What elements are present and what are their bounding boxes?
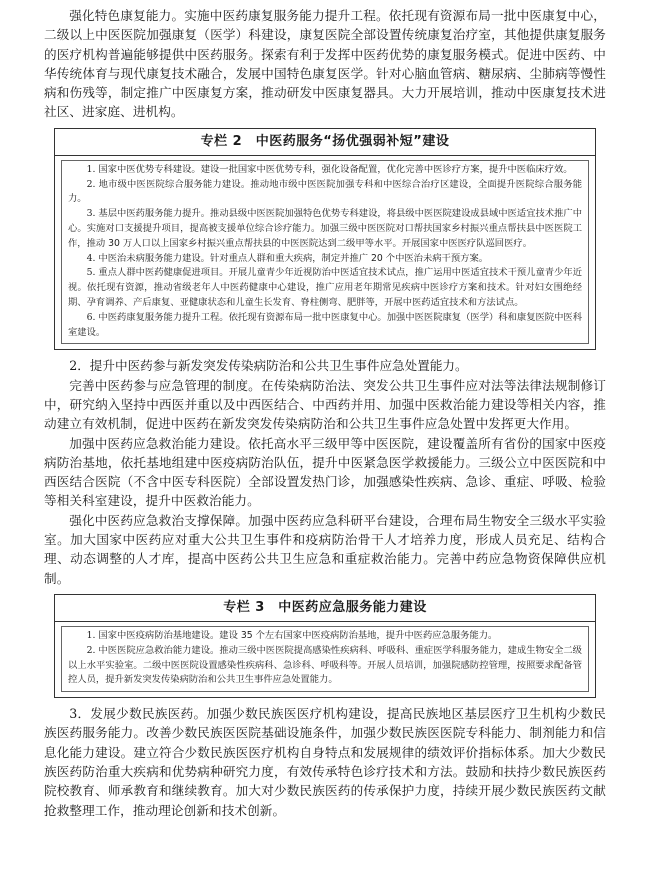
box-item-text: 建设一批国家中医优势专科，强化设备配置，优化完善中医诊疗方案，提升中医临床疗效。 bbox=[200, 163, 573, 175]
box-item bbox=[68, 252, 582, 267]
paragraph-emergency-support bbox=[44, 511, 606, 588]
paragraph-text: 实施中医药康复服务能力提升工程。依托现有资源布局一批中医康复中心，二级以上中医医院加强康复（医学）科建设，康复医院全部设置传统康复治疗室，其他提供康复服务的医疗机构普遍能够提供中医药服务。探索有利于发挥中医药优势的康复服务模式。促进中医药、中华传统体育与现代康复技术融合，发展中国特色康复医学。针对心脑血管病、糖尿病、尘肺病等慢性病和伤残等，制定推广中医康复方案，推动研发中医康复器具。大力开展培训，推动中医康复技术进社区、进家庭、进机构。 bbox=[44, 8, 606, 120]
paragraph-lead: 强化特色康复能力。 bbox=[69, 8, 185, 23]
box-content bbox=[61, 160, 589, 345]
paragraph-lead: 加强中医药应急救治能力建设。 bbox=[69, 435, 249, 451]
paragraph-emergency-system bbox=[44, 376, 606, 434]
column-box-3 bbox=[54, 594, 596, 698]
paragraph-ethnic-medicine bbox=[44, 704, 606, 820]
box-item-lead: 1. 国家中医优势专科建设。 bbox=[86, 163, 201, 175]
box-item-text: 开展儿童青少年近视防治中医适宜技术试点，推广运用中医适宜技术干预儿童青少年近视。依托现有资源，推动省级老年人中医药健康中心建设，推广应用老年期常见疾病中医诊疗方案和技术。针对妇女围绝经期、孕育调养、产后康复、亚健康状态和儿童生长发育、脊柱侧弯、肥胖等，开展中医药适宜技术和方法试点。 bbox=[68, 267, 582, 308]
section-heading-emergency: 2．提升中医药参与新发突发传染病防治和公共卫生事件应急处置能力。 bbox=[69, 358, 468, 374]
box-item-lead: 1. 国家中医疫病防治基地建设。 bbox=[86, 629, 220, 641]
column-box-2 bbox=[54, 128, 596, 351]
paragraph-text: 加强少数民族医医疗机构建设，提高民族地区基层医疗卫生机构少数民族医药服务能力。改善少数民族医医院基础设施条件，加强少数民族医医院专科能力、制剂能力和信息化能力建设。建立符合少数民族医医疗机构自身特点和发展规律的绩效评价指标体系。加大少数民族医药防治重大疾病和优势病种研究力度，有效传承特色诊疗技术和方法。鼓励和扶持少数民族医药院校教育、师承教育和继续教育。加大对少数民族医药的传承保护力度，持续开展少数民族医药文献抢救整理工作，推动理论创新和技术创新。 bbox=[44, 706, 606, 818]
paragraph-lead: 完善中医药参与应急管理的制度。 bbox=[69, 377, 261, 393]
paragraph-rehabilitation bbox=[44, 6, 606, 122]
box-title: 专栏 3 中医药应急服务能力建设 bbox=[55, 595, 595, 622]
box-item bbox=[68, 311, 582, 341]
paragraph-text: 加强中医药应急科研平台建设，合理布局生物安全三级水平实验室。加大国家中医药应对重大公共卫生事件和疫病防治骨干人才培养力度，形成人员充足、结构合理、动态调整的人才库，提高中医药公共卫生应急和重症救治能力。完善中药应急物资保障供应机制。 bbox=[44, 512, 606, 586]
box-item-lead: 4. 中医治未病服务能力建设。 bbox=[86, 252, 210, 264]
paragraph-emergency-capacity bbox=[44, 434, 606, 511]
box-item bbox=[68, 207, 582, 251]
box-item-text: 推动地市级中医医院加强专科和中医综合治疗区建设，全面提升医院综合服务能力。 bbox=[68, 178, 582, 205]
paragraph-text: 在传染病防治法、突发公共卫生事件应对法等法律法规制修订中，研究纳入坚持中西医并重以及中西医结合、中西药并用、加强中医救治能力建设等相关内容，推动建立有效机制，促进中医药在新发突发传染病防治和公共卫生事件应急处置中发挥更大作用。 bbox=[44, 377, 606, 432]
box-item bbox=[68, 629, 582, 644]
box-content bbox=[61, 626, 589, 692]
box-item-lead: 2. 中医医院应急救治能力建设。 bbox=[86, 644, 220, 656]
box-item bbox=[68, 163, 582, 178]
box-item-text: 推动三级中医医院提高感染性疾病科、呼吸科、重症医学科服务能力，建成生物安全二级以上水平实验室。二级中医医院设置感染性疾病科、急诊科、呼吸科等。开展人员培训，加强院感防控管理，按照要求配备管控人员，提升新发突发传染病防治和公共卫生事件应急处置能力。 bbox=[68, 644, 582, 686]
box-item-lead: 3. 基层中医药服务能力提升。 bbox=[86, 208, 211, 220]
box-item-lead: 6. 中医药康复服务能力提升工程。 bbox=[86, 311, 229, 323]
box-item-text: 建设 35 个左右国家中医疫病防治基地，提升中医药应急服务能力。 bbox=[219, 629, 498, 641]
box-item-text: 针对重点人群和重大疾病，制定并推广 20 个中医治未病干预方案。 bbox=[209, 252, 489, 264]
box-item-lead: 5. 重点人群中医药健康促进项目。 bbox=[86, 267, 229, 279]
box-item bbox=[68, 644, 582, 688]
box-item bbox=[68, 266, 582, 310]
box-item-text: 推动县级中医医院加强特色优势专科建设，将县级中医医院建设成县域中医适宜技术推广中心。实施对口支援提升项目，提高被支援单位综合诊疗能力。加强三级中医医院对口帮扶国家乡村振兴重点帮扶县中医医院工作，推动 30 万人口以上国家乡村振兴重点帮扶县的中医医院达到二级甲等水平。开展国家中医医疗队巡回医疗。 bbox=[68, 208, 582, 249]
box-item bbox=[68, 178, 582, 208]
box-item-text: 依托现有资源布局一批中医康复中心。加强中医医院康复（医学）科和康复医院中医科室建设。 bbox=[68, 311, 582, 338]
paragraph-lead: 强化中医药应急救治支撑保障。 bbox=[69, 512, 249, 528]
paragraph-text: 依托高水平三级甲等中医医院，建设覆盖所有省份的国家中医疫病防治基地，依托基地组建中医疫病防治队伍，提升中医紧急医学救援能力。三级公立中医医院和中西医结合医院（不含中医专科医院）全部设置发热门诊，加强感染性疾病、急诊、重症、呼吸、检验等相关科室建设，提升中医救治能力。 bbox=[44, 435, 606, 509]
paragraph-lead: 3．发展少数民族医药。 bbox=[69, 706, 207, 722]
box-title: 专栏 2 中医药服务“扬优强弱补短”建设 bbox=[55, 129, 595, 156]
box-item-lead: 2. 地市级中医医院综合服务能力建设。 bbox=[86, 178, 251, 190]
